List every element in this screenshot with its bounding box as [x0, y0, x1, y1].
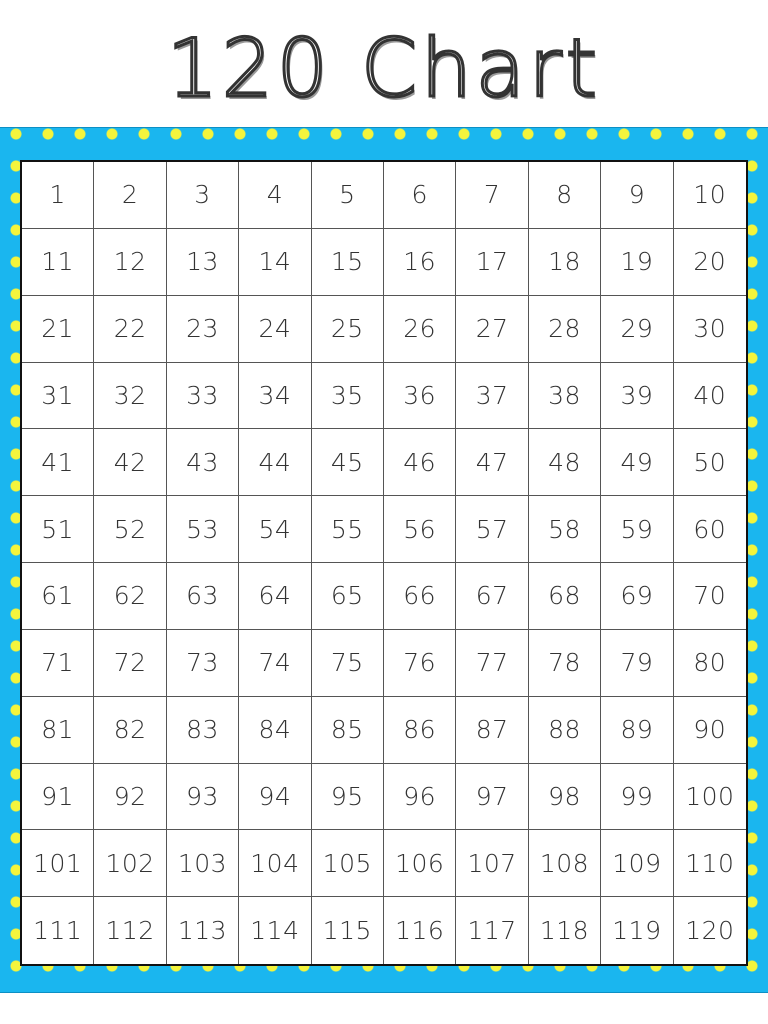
grid-cell: 17 [456, 229, 528, 296]
grid-cell: 41 [22, 429, 94, 496]
grid-cell: 109 [601, 830, 673, 897]
grid-cell: 102 [94, 830, 166, 897]
grid-cell: 75 [312, 630, 384, 697]
grid-cell: 6 [384, 162, 456, 229]
grid-cell: 37 [456, 363, 528, 430]
grid-cell: 10 [674, 162, 746, 229]
grid-cell: 89 [601, 697, 673, 764]
grid-cell: 30 [674, 296, 746, 363]
grid-cell: 103 [167, 830, 239, 897]
grid-cell: 94 [239, 764, 311, 831]
grid-cell: 99 [601, 764, 673, 831]
grid-cell: 23 [167, 296, 239, 363]
grid-cell: 13 [167, 229, 239, 296]
grid-cell: 92 [94, 764, 166, 831]
grid-cell: 44 [239, 429, 311, 496]
grid-cell: 58 [529, 496, 601, 563]
grid-cell: 69 [601, 563, 673, 630]
grid-cell: 8 [529, 162, 601, 229]
grid-cell: 80 [674, 630, 746, 697]
grid-cell: 54 [239, 496, 311, 563]
grid-cell: 40 [674, 363, 746, 430]
grid-cell: 18 [529, 229, 601, 296]
grid-cell: 27 [456, 296, 528, 363]
grid-cell: 87 [456, 697, 528, 764]
grid-cell: 77 [456, 630, 528, 697]
grid-cell: 9 [601, 162, 673, 229]
grid-cell: 36 [384, 363, 456, 430]
grid-cell: 116 [384, 897, 456, 964]
grid-cell: 72 [94, 630, 166, 697]
grid-cell: 113 [167, 897, 239, 964]
grid-cell: 33 [167, 363, 239, 430]
grid-cell: 114 [239, 897, 311, 964]
grid-cell: 78 [529, 630, 601, 697]
grid-cell: 11 [22, 229, 94, 296]
grid-cell: 62 [94, 563, 166, 630]
grid-cell: 20 [674, 229, 746, 296]
grid-cell: 79 [601, 630, 673, 697]
grid-cell: 61 [22, 563, 94, 630]
grid-cell: 48 [529, 429, 601, 496]
grid-cell: 25 [312, 296, 384, 363]
grid-cell: 106 [384, 830, 456, 897]
grid-cell: 26 [384, 296, 456, 363]
grid-cell: 70 [674, 563, 746, 630]
grid-cell: 34 [239, 363, 311, 430]
grid-cell: 49 [601, 429, 673, 496]
grid-cell: 88 [529, 697, 601, 764]
grid-cell: 21 [22, 296, 94, 363]
grid-cell: 7 [456, 162, 528, 229]
grid-cell: 68 [529, 563, 601, 630]
grid-cell: 81 [22, 697, 94, 764]
grid-cell: 111 [22, 897, 94, 964]
grid-cell: 86 [384, 697, 456, 764]
grid-cell: 76 [384, 630, 456, 697]
grid-cell: 43 [167, 429, 239, 496]
grid-cell: 1 [22, 162, 94, 229]
number-grid [20, 160, 748, 966]
grid-cell: 22 [94, 296, 166, 363]
grid-cell: 52 [94, 496, 166, 563]
grid-cell: 73 [167, 630, 239, 697]
grid-cell: 110 [674, 830, 746, 897]
grid-cell: 65 [312, 563, 384, 630]
grid-cell: 100 [674, 764, 746, 831]
grid-cell: 104 [239, 830, 311, 897]
grid-cell: 2 [94, 162, 166, 229]
grid-cell: 118 [529, 897, 601, 964]
grid-cell: 74 [239, 630, 311, 697]
grid-cell: 85 [312, 697, 384, 764]
grid-cell: 12 [94, 229, 166, 296]
grid-cell: 47 [456, 429, 528, 496]
grid-cell: 19 [601, 229, 673, 296]
grid-cell: 120 [685, 916, 735, 946]
grid-cell: 45 [312, 429, 384, 496]
page-title: 120 Chart [167, 22, 601, 115]
grid-cell: 112 [94, 897, 166, 964]
grid-cell: 95 [312, 764, 384, 831]
grid-cell: 60 [674, 496, 746, 563]
grid-cell: 91 [22, 764, 94, 831]
grid-cell: 15 [312, 229, 384, 296]
grid-cell: 55 [312, 496, 384, 563]
grid-cell: 84 [239, 697, 311, 764]
grid-cell: 98 [529, 764, 601, 831]
grid-cell: 90 [674, 697, 746, 764]
grid-cell: 66 [384, 563, 456, 630]
grid-cell: 107 [456, 830, 528, 897]
grid-cell: 117 [456, 897, 528, 964]
grid-cell: 96 [384, 764, 456, 831]
grid-cell: 38 [529, 363, 601, 430]
grid-cell: 64 [239, 563, 311, 630]
grid-cell: 31 [22, 363, 94, 430]
grid-cell: 97 [456, 764, 528, 831]
grid-cell: 63 [167, 563, 239, 630]
grid-cell: 56 [384, 496, 456, 563]
grid-cell: 82 [94, 697, 166, 764]
grid-cell: 32 [94, 363, 166, 430]
grid-cell: 29 [601, 296, 673, 363]
grid-cell: 14 [239, 229, 311, 296]
grid-cell: 3 [167, 162, 239, 229]
grid-cell: 42 [94, 429, 166, 496]
grid-cell: 67 [456, 563, 528, 630]
grid-cell: 28 [529, 296, 601, 363]
grid-cell: 59 [601, 496, 673, 563]
grid-cell: 50 [674, 429, 746, 496]
grid-cell: 24 [239, 296, 311, 363]
grid-cell: 93 [167, 764, 239, 831]
grid-cell: 53 [167, 496, 239, 563]
grid-cell: 4 [239, 162, 311, 229]
grid-cell: 57 [456, 496, 528, 563]
grid-cell: 71 [22, 630, 94, 697]
grid-cell: 101 [22, 830, 94, 897]
grid-cell: 83 [167, 697, 239, 764]
grid-cell: 16 [384, 229, 456, 296]
grid-cell: 5 [312, 162, 384, 229]
grid-cell: 35 [312, 363, 384, 430]
grid-cell: 105 [312, 830, 384, 897]
grid-cell: 46 [384, 429, 456, 496]
grid-cell: 39 [601, 363, 673, 430]
grid-cell: 119 [601, 897, 673, 964]
grid-cell: 108 [529, 830, 601, 897]
grid-cell: 51 [22, 496, 94, 563]
grid-cell: 115 [312, 897, 384, 964]
